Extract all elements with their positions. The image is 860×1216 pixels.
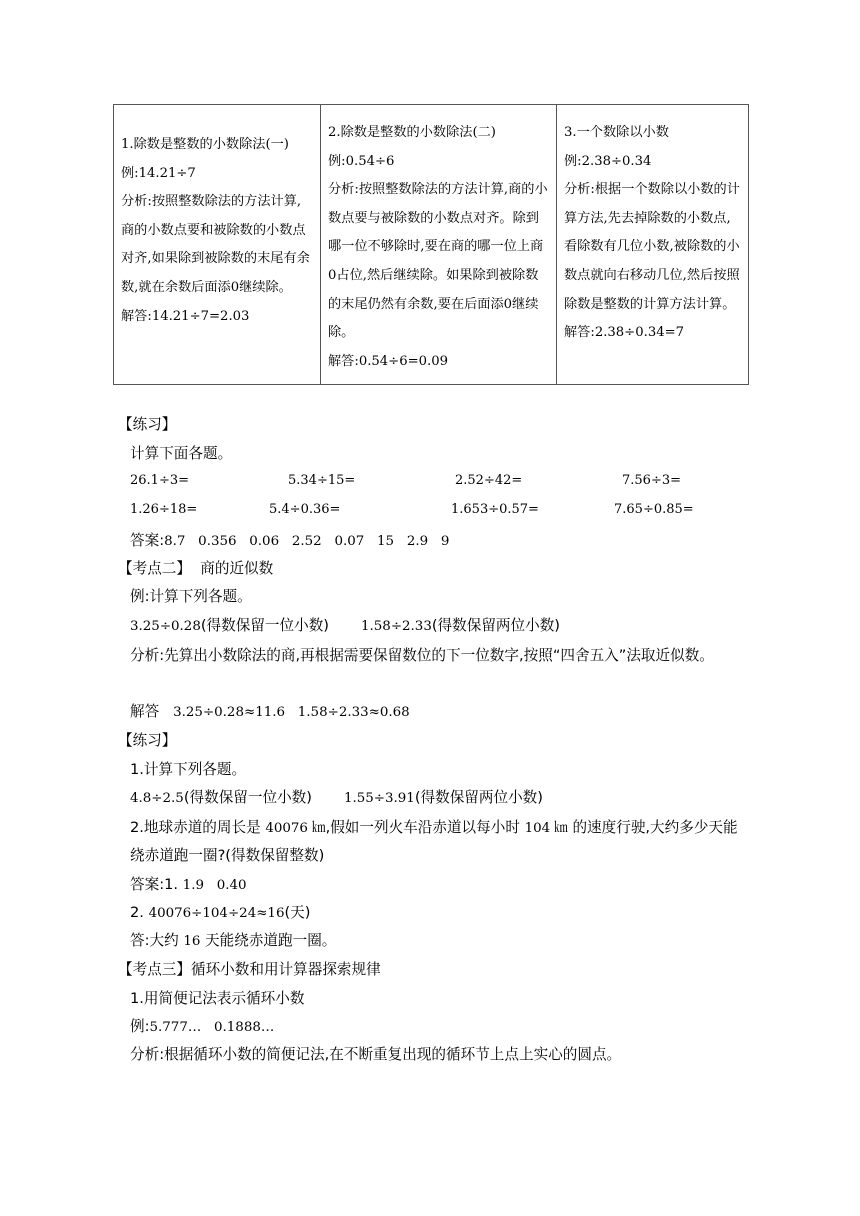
exercise-item: 26.1÷3=: [130, 473, 190, 488]
answer-value: 16: [183, 934, 201, 949]
point3-heading: 【考点三】循环小数和用计算器探索规律: [118, 961, 381, 978]
exercise-note: (得数保留两位小数): [414, 789, 543, 806]
example-expression: 3.25÷0.28: [130, 619, 201, 634]
practice2-q1: 1.计算下列各题。: [130, 761, 247, 778]
topic-example: 例:0.54÷6: [328, 153, 395, 169]
topic-cell-1: [114, 105, 321, 385]
exercise-item: 1.653÷0.57=: [451, 502, 539, 517]
q2-value: 104 ㎞: [524, 821, 568, 836]
topic-answer: 解答:14.21÷7=2.03: [121, 308, 250, 324]
exercise-expression: 4.8÷2.5: [130, 791, 184, 806]
topic-title: 3.一个数除以小数: [564, 125, 669, 140]
topic-cell-3: [557, 105, 749, 385]
answer-label: 答案:: [130, 532, 165, 549]
exercise-item: 5.34÷15=: [288, 473, 356, 488]
point2-examples: [130, 614, 560, 635]
topic-example: 例:2.38÷0.34: [564, 153, 652, 169]
point2-analysis: 分析:先算出小数除法的商,再根据需要保留数位的下一位数字,按照“四舍五入”法取近似数。: [130, 647, 714, 664]
topics-table: [113, 104, 749, 385]
answer-text: 答:大约: [130, 932, 179, 949]
example-values: 5.777… 0.1888…: [149, 1020, 275, 1035]
topic-answer: 解答:0.54÷6=0.09: [328, 353, 449, 369]
practice2-answer-3: [130, 929, 336, 950]
example-note: (得数保留一位小数): [200, 617, 329, 634]
point2-topic: 商的近似数: [200, 560, 274, 577]
q2-text: 2.地球赤道的周长是: [130, 819, 261, 836]
practice1-heading: 【练习】: [118, 416, 177, 433]
topic-example: 例:14.21÷7: [121, 165, 196, 181]
answer-label: 2.: [130, 904, 144, 921]
example-expression: 1.58÷2.33: [361, 619, 432, 634]
topic-cell-2: [321, 105, 557, 385]
q2-text: ,假如一列火车沿赤道以每小时: [325, 819, 520, 836]
answer-text: 天能绕赤道跑一圈。: [205, 932, 337, 949]
practice2-q1-items: [130, 786, 543, 807]
practice2-answer-1: [130, 873, 247, 894]
practice2-heading: 【练习】: [118, 732, 177, 749]
practice2-q2: [130, 814, 740, 869]
exercise-item: 7.56÷3=: [622, 473, 682, 488]
answer-expression: 40076÷104÷24≈16: [148, 906, 285, 921]
practice1-answer: [130, 529, 449, 550]
point3-example: [130, 1015, 274, 1036]
q2-value: 40076 ㎞: [265, 821, 326, 836]
point3-analysis: 分析:根据循环小数的简便记法,在不断重复出现的循环节上点上实心的圆点。: [130, 1046, 622, 1063]
topic-title: 1.除数是整数的小数除法(一): [121, 137, 289, 152]
topic-title: 2.除数是整数的小数除法(二): [328, 125, 496, 140]
point2-answer: [130, 700, 410, 721]
point3-sub1: 1.用简便记法表示循环小数: [130, 990, 305, 1007]
exercise-item: 1.26÷18=: [130, 502, 198, 517]
answer-values: 3.25÷0.28≈11.6 1.58÷2.33≈0.68: [173, 705, 410, 720]
point2-heading: 【考点二】: [118, 560, 191, 577]
q2-text: 的速度行驶,大约多少天能绕赤道跑一圈?(得数保留整数): [130, 819, 738, 864]
point2-example-label: 例:计算下列各题。: [130, 588, 252, 605]
topic-analysis: 分析:按照整数除法的方法计算,商的小数点要与被除数的小数点对齐。除到哪一位不够除时,要在商的哪一位上商0占位,然后继续除。如果除到被除数的末尾仍然有余数,要在后面添0继续除。: [328, 182, 548, 341]
topic-answer: 解答:2.38÷0.34=7: [564, 325, 685, 341]
exercise-expression: 1.55÷3.91: [343, 791, 415, 806]
answer-label: 解答: [130, 703, 160, 720]
example-note: (得数保留两位小数): [431, 617, 560, 634]
answer-values: 8.7 0.356 0.06 2.52 0.07 15 2.9 9: [164, 534, 450, 549]
practice1-instruction: 计算下面各题。: [130, 445, 233, 462]
practice2-answer-2: [130, 901, 310, 922]
exercise-item: 5.4÷0.36=: [269, 502, 341, 517]
exercise-item: 2.52÷42=: [455, 473, 523, 488]
answer-label: 答案:1.: [130, 876, 179, 893]
exercise-note: (得数保留一位小数): [183, 789, 312, 806]
example-label: 例:: [130, 1018, 150, 1035]
answer-unit: (天): [284, 904, 311, 921]
answer-values: 1.9 0.40: [182, 878, 247, 893]
point2-header: [118, 557, 273, 578]
exercise-item: 7.65÷0.85=: [614, 502, 694, 517]
topic-analysis: 分析:按照整数除法的方法计算,商的小数点要和被除数的小数点对齐,如果除到被除数的末尾有余数,就在余数后面添0继续除。: [121, 194, 310, 295]
topic-analysis: 分析:根据一个数除以小数的计算方法,先去掉除数的小数点,看除数有几位小数,被除数的小数点就向右移动几位,然后按照除数是整数的计算方法计算。: [564, 182, 740, 312]
